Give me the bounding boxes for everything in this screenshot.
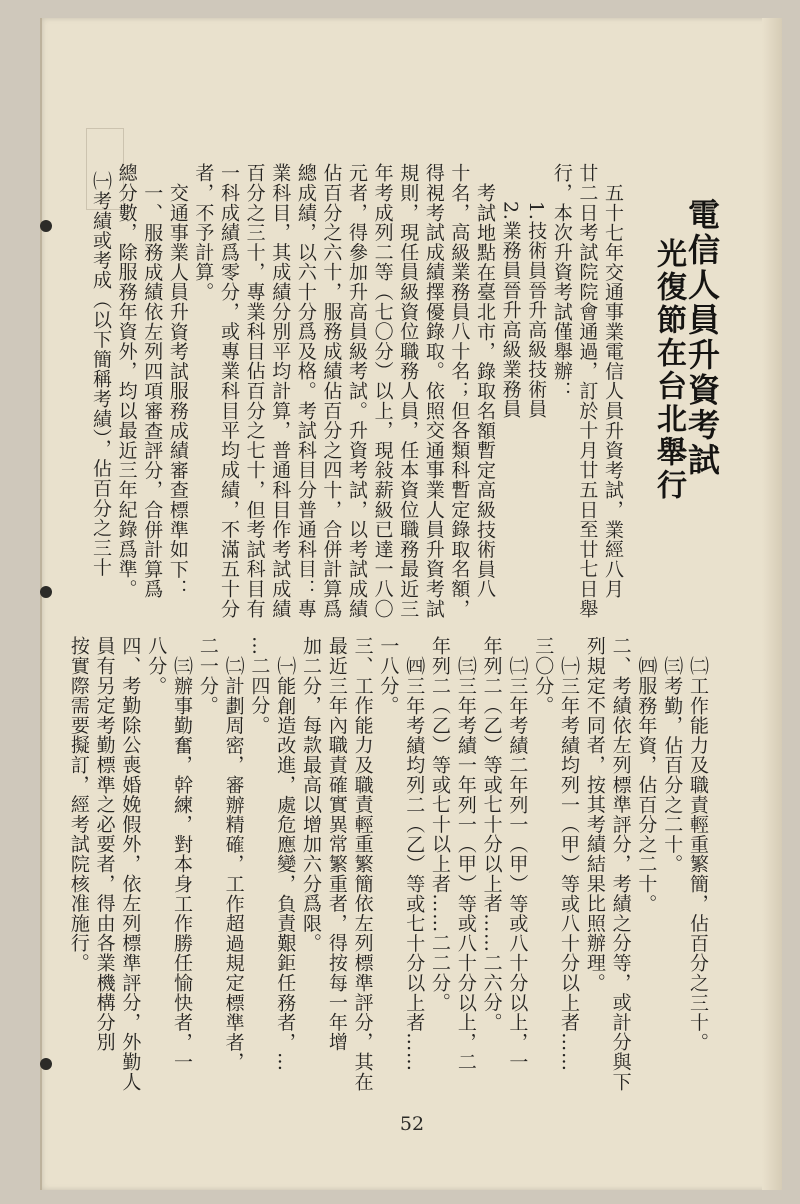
article-title-line-1: 電信人員升資考試 — [683, 198, 721, 478]
text-column: 八分。 — [145, 636, 168, 696]
text-column: 交通事業人員升資考試服務成績審查標準如下： — [166, 183, 189, 599]
printed-page — [40, 18, 782, 1190]
text-column: 年列二（乙）等或七十分以上者……二六分。 — [480, 636, 503, 1032]
text-column: 二一分。 — [196, 636, 219, 716]
text-column: 佔百分之六十，服務成績佔百分之四十，合併計算爲 — [320, 163, 343, 619]
text-column: 業科目，其成績分別平均計算，普通科目作考試成績 — [269, 163, 292, 619]
binding-hole — [40, 220, 52, 232]
text-column: 年列二（乙）等或七十以上者……二二分。 — [429, 636, 451, 1013]
text-column: ㈢三年考績一年列一（甲）等或八十分以上，二 — [454, 656, 477, 1072]
text-column: ㈠考績或考成（以下簡稱考績），佔百分之三十 — [90, 171, 112, 578]
text-column: 者，不予計算。 — [192, 163, 215, 302]
text-column: 一八分。 — [377, 636, 400, 716]
text-column: 五十七年交通事業電信人員升資考試，業經八月 — [602, 183, 624, 599]
text-column: 按實際需要擬訂，經考試院核准施行。 — [67, 636, 90, 973]
text-column: 三、工作能力及職責輕重繁簡依左列標準評分，其在 — [351, 636, 374, 1092]
text-column: 年考成列二等（七〇分）以上，現敍薪級已達一八〇 — [371, 163, 394, 619]
text-column: 總分數，除服務年資外，均以最近三年紀錄爲準。 — [115, 163, 138, 599]
text-column: 三〇分。 — [532, 636, 555, 716]
text-column: 百分之三十，專業科目佔百分之七十，但考試科目有 — [243, 163, 266, 619]
text-column: 二、考績依左列標準評分，考績之分等，或計分與下 — [609, 636, 632, 1092]
text-column: 考試地點在臺北市，錄取名額暫定高級技術員八 — [474, 183, 496, 599]
binding-hole — [40, 1058, 52, 1070]
text-column: 十名，高級業務員八十名；但各類科暫定錄取名額， — [448, 163, 471, 619]
text-column: ㈢辦事勤奮，幹練，對本身工作勝任愉快者，一 — [171, 656, 193, 1072]
text-column: 加二分，每款最高以增加六分爲限。 — [300, 636, 322, 953]
text-column: 規則，現任員級資位職務人員，任本資位職務最近三 — [397, 163, 420, 619]
page-number: 52 — [399, 1113, 425, 1135]
text-column: 列規定不同者，按其考績結果比照辦理。 — [583, 636, 606, 993]
binding-hole — [40, 586, 52, 598]
text-column: 2.業務員晉升高級業務員 — [499, 201, 522, 419]
text-column: 總成績，以六十分爲及格。考試科目分普通科目：專 — [294, 163, 317, 619]
text-column: 行，本次升資考試僅舉辦： — [550, 163, 573, 401]
text-column: 員有另定考勤標準之必要者，得由各業機構分別 — [93, 636, 116, 1052]
text-column: 元者，得參加升高員級考試。升資考試，以考試成績 — [346, 163, 368, 619]
text-column: …二四分。 — [248, 636, 271, 735]
text-column: ㈡三年考績二年列一（甲）等或八十分以上，一 — [506, 656, 529, 1072]
text-column: ㈠三年考績均列一（甲）等或八十分以上者…… — [558, 656, 580, 1072]
text-column: ㈡工作能力及職責輕重繁簡，佔百分之三十。 — [687, 656, 709, 1052]
text-column: 一科成績爲零分，或專業科目平均成績，不滿五十分 — [218, 163, 240, 619]
text-column: ㈣三年考績均列二（乙）等或七十分以上者…… — [403, 656, 426, 1072]
text-column: 廿二日考試院院會通過，訂於十月廿五日至廿七日舉 — [576, 163, 599, 619]
text-column: 四、考勤除公喪婚娩假外，依左列標準評分，外勤人 — [119, 636, 142, 1092]
text-column: ㈢考勤，佔百分之二十。 — [661, 656, 684, 874]
text-column: 最近三年內職責確實異常繁重者，得按每一年增 — [325, 636, 348, 1052]
text-column: ㈣服務年資，佔百分之二十。 — [635, 656, 658, 914]
text-column: ㈡計劃周密，審辦精確，工作超過規定標準者， — [222, 656, 245, 1072]
text-column: 一、服務成績依左列四項審查評分，合併計算爲 — [141, 183, 164, 599]
text-column: 1.技術員晉升高級技術員 — [525, 201, 548, 419]
article-title-line-2: 光復節在台北舉行 — [651, 238, 686, 502]
page-edge-shadow — [762, 18, 782, 1190]
text-column: ㈠能創造改進，處危應變，負責艱鉅任務者，… — [274, 656, 297, 1072]
text-column: 得視考試成績擇優錄取。依照交通事業人員升資考試 — [422, 163, 445, 619]
